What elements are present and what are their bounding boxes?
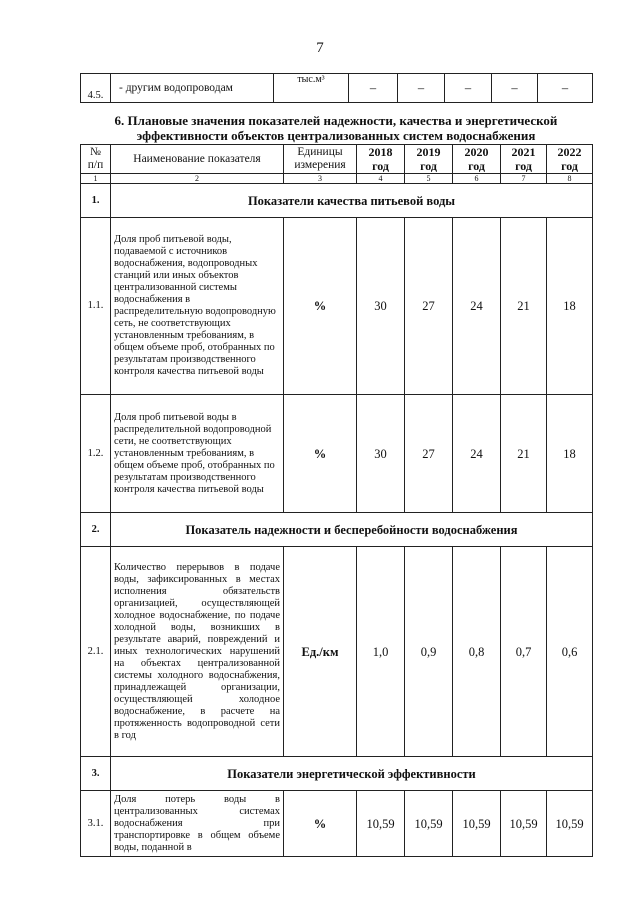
table-row	[81, 218, 593, 395]
row-number: 1.2.	[81, 395, 111, 513]
value-cell: 18	[547, 395, 593, 513]
value-cell: 0,6	[547, 547, 593, 757]
header-unit: Единицы измерения	[284, 145, 357, 174]
value-cell: –	[538, 74, 593, 103]
section-number: 3.	[81, 757, 111, 791]
value-cell: 10,59	[547, 791, 593, 857]
section-number: 1.	[81, 184, 111, 218]
unit-cell: %	[284, 395, 357, 513]
header-year: 2018 год	[357, 145, 405, 174]
header-name: Наименование показателя	[111, 145, 284, 174]
indicator-name: Доля проб питьевой воды в распределительной водопроводной сети, не соответствующих установленным требованиям, в общем объеме проб, отобранных по результатам производственного контроля качества питьевой воды	[111, 395, 284, 513]
value-cell: 0,7	[501, 547, 547, 757]
table-row	[81, 547, 593, 757]
section-title: Показатель надежности и бесперебойности водоснабжения	[111, 513, 593, 547]
value-cell: 10,59	[453, 791, 501, 857]
value-cell: 30	[357, 218, 405, 395]
row-number: 4.5.	[81, 74, 111, 103]
value-cell: 24	[453, 395, 501, 513]
column-index: 7	[501, 174, 547, 184]
column-index: 4	[357, 174, 405, 184]
table-row	[81, 395, 593, 513]
table-row	[81, 74, 593, 103]
value-cell: 10,59	[405, 791, 453, 857]
unit-cell: тыс.м³	[274, 74, 349, 103]
table-row	[81, 791, 593, 857]
section-row	[81, 184, 593, 218]
value-cell: –	[398, 74, 445, 103]
section-heading: 6. Плановые значения показателей надежности, качества и энергетической эффективности объектов централизованных систем водоснабжения	[114, 113, 558, 143]
value-cell: 27	[405, 218, 453, 395]
column-index: 3	[284, 174, 357, 184]
value-cell: 0,8	[453, 547, 501, 757]
row-number: 3.1.	[81, 791, 111, 857]
row-number: 2.1.	[81, 547, 111, 757]
column-index: 1	[81, 174, 111, 184]
indicator-name: Доля потерь воды в централизованных системах водоснабжения при транспортировке в общем объеме воды, поданной в	[111, 791, 284, 857]
value-cell: 1,0	[357, 547, 405, 757]
value-cell: 10,59	[501, 791, 547, 857]
value-cell: 10,59	[357, 791, 405, 857]
unit-cell: %	[284, 791, 357, 857]
indicator-name: - другим водопроводам	[111, 74, 274, 103]
value-cell: 27	[405, 395, 453, 513]
row-number: 1.1.	[81, 218, 111, 395]
column-index: 6	[453, 174, 501, 184]
value-cell: –	[349, 74, 398, 103]
section-title: Показатели энергетической эффективности	[111, 757, 593, 791]
indicator-name: Доля проб питьевой воды, подаваемой с источников водоснабжения, водопроводных станций или иных объектов централизованной системы водоснабжения в распределительную водопроводную сеть, не соответствующих установленным требованиям, в общем объеме проб, отобранных по результатам производственного контроля качества питьевой воды	[111, 218, 284, 395]
section-row	[81, 757, 593, 791]
unit-cell: %	[284, 218, 357, 395]
section-number: 2.	[81, 513, 111, 547]
header-year: 2020 год	[453, 145, 501, 174]
indicator-name: Количество перерывов в подаче воды, зафиксированных в местах исполнения обязательств организацией, осуществляющей холодное водоснабжение, по подаче холодной воды, возникших в результате аварий, повреждений и иных технологических нарушений на объектах централизованной системы холодного водоснабжения, принадлежащей организации, осуществляющей холодное водоснабжение, в расчете на протяженность водопроводной сети в год	[111, 547, 284, 757]
column-index: 2	[111, 174, 284, 184]
unit-cell: Ед./км	[284, 547, 357, 757]
value-cell: 24	[453, 218, 501, 395]
value-cell: –	[445, 74, 492, 103]
column-index-row	[81, 174, 593, 184]
page-number: 7	[316, 40, 324, 56]
value-cell: 30	[357, 395, 405, 513]
header-num: № п/п	[81, 145, 111, 174]
value-cell: 21	[501, 218, 547, 395]
table-header-row	[81, 145, 593, 174]
header-year: 2022 год	[547, 145, 593, 174]
header-year: 2019 год	[405, 145, 453, 174]
value-cell: 21	[501, 395, 547, 513]
value-cell: –	[492, 74, 538, 103]
previous-table-fragment	[80, 73, 593, 103]
section-row	[81, 513, 593, 547]
indicators-table	[80, 144, 593, 857]
header-year: 2021 год	[501, 145, 547, 174]
value-cell: 18	[547, 218, 593, 395]
section-title: Показатели качества питьевой воды	[111, 184, 593, 218]
column-index: 5	[405, 174, 453, 184]
column-index: 8	[547, 174, 593, 184]
value-cell: 0,9	[405, 547, 453, 757]
